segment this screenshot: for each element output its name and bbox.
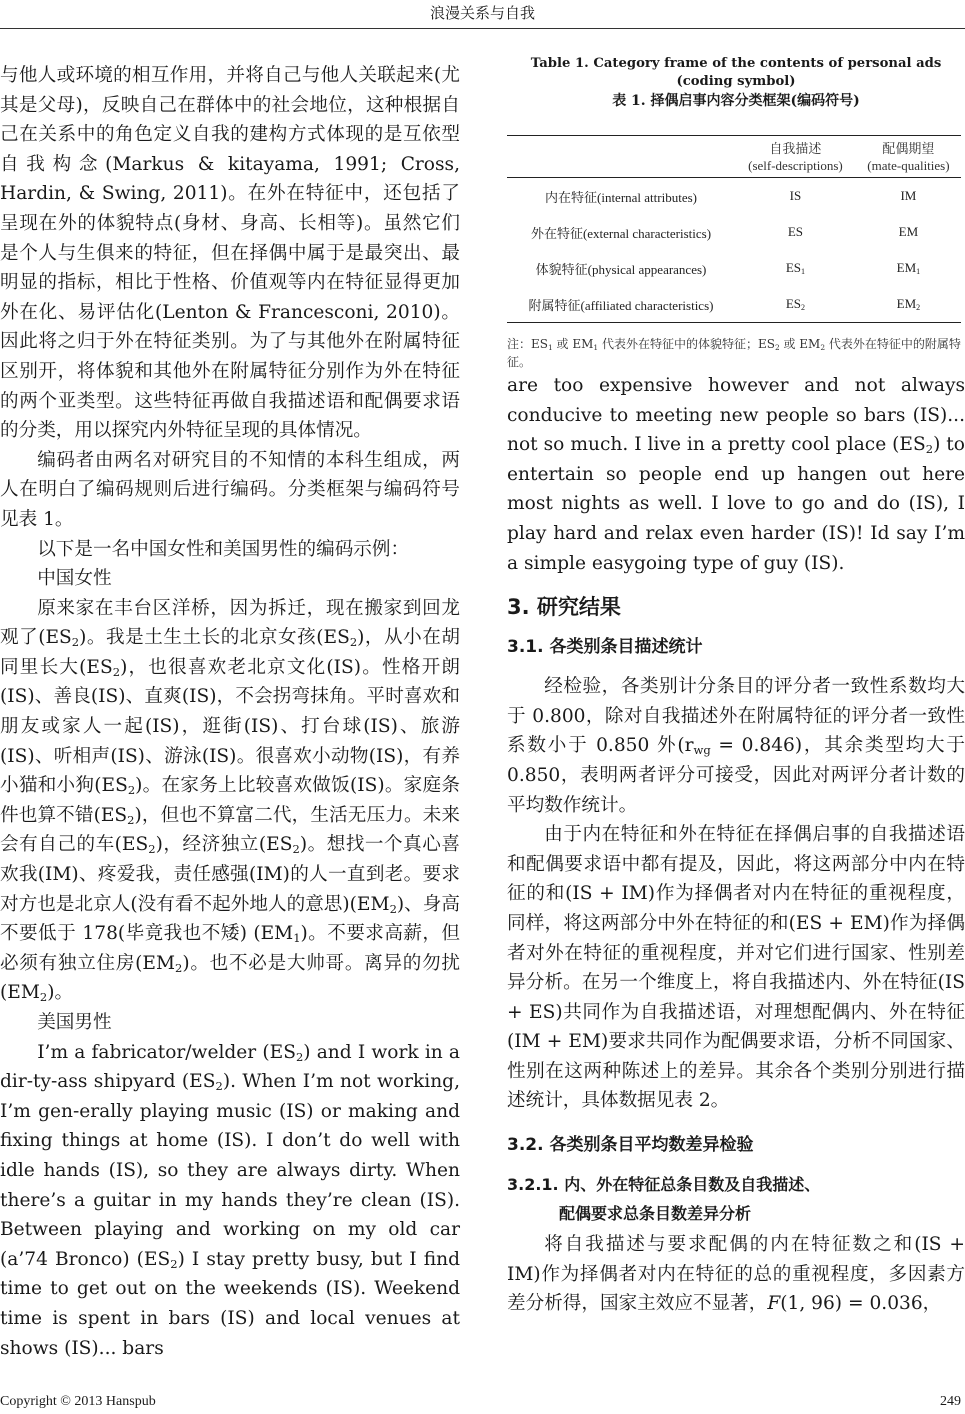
example-label: 中国女性 [37,568,112,590]
paragraph: 与他人或环境的相互作用，并将自己与他人关联起来(尤其是父母)，反映自己在群体中的社会地位，这种根据自己在关系中的角色定义自我的建构方式体现的是互依型自我构念(Markus & kitayama, 1991; Cross, Hardin, & Swing, 2011)。在外在特征中，还包括了呈现在外的体貌特点(身材、身高、长相等)。虽然它们是个人与生俱来的特征，但在择偶中属于是最突出、最明显的指标，相比于性格、价值观等内在特征显得更加外在化、易评估化(Lenton & Francesconi, 2010)。因此将之归于外在特征类别。为了与其他外在附属特征区别开，将体貌和其他外在附属特征分别作为外在特征的两个亚类型。这些特征再做自我描述语和配偶要求语的分类，用以探究内外特征呈现的具体情况。 [0,65,460,442]
mate-code: IM [900,188,917,203]
subsubsection-heading: 3.2.1. 内、外在特征总条目数及自我描述、 配偶要求总条目数差异分析 [507,1175,821,1224]
left-column [0,61,460,1363]
self-code: ES [787,224,803,239]
page-number: 249 [940,1394,961,1409]
table-row [507,178,961,215]
section-heading: 3. 研究结果 [507,595,621,620]
row-label: 内在特征(internal attributes) [545,189,697,205]
table-title-cn: 表 1. 择偶启事内容分类框架(编码符号) [612,93,860,109]
mate-code: EM [898,224,919,239]
table-title-en: Table 1. Category frame of the contents of personal ads (coding symbol) [530,56,942,89]
row-label: 外在特征(external characteristics) [530,225,712,241]
paragraph: are too expensive however and not always conducive to meeting new people so bars (IS)... not so much. I live in a pretty cool place $(ES_2)$ to entertain so people end up hangen out here most nights as well. I love to go and do (IS), I play hard and relax even harder (IS)! Id say I’m a simple easygoing type of guy (IS). [507,375,965,574]
row-label: 附属特征(affiliated characteristics) [507,286,735,323]
right-column [507,371,965,1319]
header-divider [0,28,965,29]
running-header: 浪漫关系与自我 [429,4,535,22]
table-note: 注：$ES_1$ 或 $EM_1$ 代表外在特征中的体貌特征；$ES_2$ 或 $EM_2$ 代表外在特征中的附属特征。 [507,337,961,369]
self-code: IS [789,188,802,203]
example-label: 美国男性 [37,1012,112,1033]
mate-code: $EM_2$ [856,286,961,323]
table-1 [507,55,965,371]
paragraph: 将自我描述与要求配偶的内在特征数之和(IS + IM)作为择偶者对内在特征的总的重视程度，多因素方差分析得，国家主效应不显著，F(1, 96) = 0.036， [507,1234,965,1315]
table-row [507,214,961,250]
paragraph: 编码者由两名对研究目的不知情的本科生组成，两人在明白了编码规则后进行编码。分类框架与编码符号见表 1。 [0,449,460,530]
paragraph: 由于内在特征和外在特征在择偶启事的自我描述语和配偶要求语中都有提及，因此，将这两部分中内在特征的和(IS + IM)作为择偶者对内在特征的重视程度，同样，将这两部分中外在特征的和(ES + EM)作为择偶者对外在特征的重视程度，并对它们进行国家、性别差异分析。在另一个维度上，将自我描述内、外在特征(IS + ES)共同作为自我描述语，对理想配偶内、外在特征(IM + EM)要求共同作为配偶要求语，分析不同国家、性别在这两种陈述上的差异。其余各个类别分别进行描述统计，具体数据见表 2。 [507,824,965,1112]
table-row [507,250,961,286]
column-header: 自我描述 (self-descriptions) [735,136,856,178]
self-code: $ES_1$ [785,260,806,276]
paragraph: 经检验，各类别计分条目的评分者一致性系数均大于 0.800，除对自我描述外在附属特征的评分者一致性系数小于 0.850 外$(r_{wg} = 0.846)$，其余类型均大于 0.850，表明两者评分可接受，因此对两评分者计数的平均数作统计。 [507,676,965,816]
table-header-row [507,136,961,178]
column-header: 配偶期望 (mate-qualities) [856,136,961,178]
copyright: Copyright © 2013 Hanspub [0,1394,156,1409]
subsection-heading: 3.1. 各类别条目描述统计 [507,637,703,658]
mate-code: $EM_1$ [896,260,921,276]
subsection-heading: 3.2. 各类别条目平均数差异检验 [507,1135,754,1156]
paragraph: 以下是一名中国女性和美国男性的编码示例： [37,538,410,560]
row-label: 体貌特征(physical appearances) [535,261,707,277]
category-table [507,135,961,323]
self-code: $ES_2$ [735,286,856,323]
table-row [507,286,961,323]
example-text: I’m a fabricator/welder $(ES_2)$ and I work in a dir-ty-ass shipyard $(ES_2)$. When I’m not working, I’m gen-erally playing music (IS) or making and fixing things at home (IS). I don’t do well with idle hands (IS), so they are always dirty. When there’s a guitar in my hands they’re clean (IS). Between playing and working on my old car (a’74 Bronco) $(ES_2)$ I stay pretty busy, but I find time to get out on the weekends (IS). Weekend time is spent in bars (IS) and local venues at shows (IS)... bars [0,1041,461,1359]
example-text: 原来家在丰台区洋桥，因为拆迁，现在搬家到回龙观了$(ES_2)$。我是土生土长的北京女孩$(ES_2)$，从小在胡同里长大$(ES_2)$，也很喜欢老北京文化(IS)。性格开朗(IS)、善良(IS)、直爽(IS)，不会拐弯抹角。平时喜欢和朋友或家人一起(IS)，逛街(IS)、打台球(IS)、旅游(IS)、听相声(IS)、游泳(IS)。很喜欢小动物(IS)，有养小猫和小狗$(ES_2)$。在家务上比较喜欢做饭(IS)。家庭条件也算不错$(ES_2)$，但也不算富二代，生活无压力。未来会有自己的车$(ES_2)$，经济独立$(ES_2)$。想找一个真心喜欢我(IM)、疼爱我，责任感强(IM)的人一直到老。要求对方也是北京人(没有看不起外地人的意思)$(EM_2)$、身高不要低于 178(毕竟我也不矮) $(EM_1)$。不要求高薪，但必须有独立住房$(EM_2)$。也不必是大帅哥。离异的勿扰$(EM_2)$。 [0,597,461,1005]
